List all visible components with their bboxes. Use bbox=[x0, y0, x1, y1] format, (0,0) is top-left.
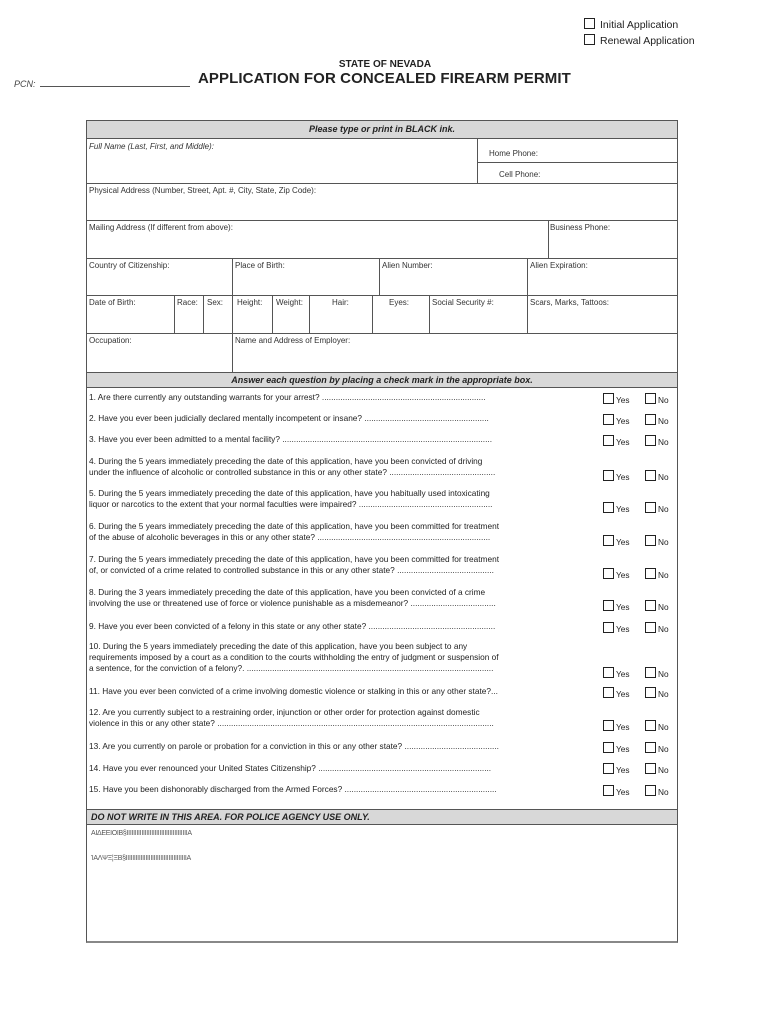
country-field[interactable] bbox=[89, 261, 169, 270]
no-option[interactable] bbox=[645, 416, 669, 426]
weight-label: Weight: bbox=[276, 298, 303, 307]
question-answer bbox=[603, 600, 669, 612]
yes-option[interactable] bbox=[603, 667, 645, 679]
question-text bbox=[89, 392, 579, 403]
no-label: No bbox=[658, 744, 669, 754]
yes-checkbox[interactable] bbox=[603, 720, 614, 731]
no-option[interactable] bbox=[645, 437, 669, 447]
mailing-address-field[interactable] bbox=[89, 223, 233, 232]
question-answer bbox=[603, 470, 669, 482]
business-phone-label: Business Phone: bbox=[550, 223, 611, 232]
yes-option[interactable] bbox=[603, 742, 645, 754]
yes-label: Yes bbox=[616, 624, 630, 634]
no-option[interactable] bbox=[645, 472, 669, 482]
initial-application-checkbox[interactable] bbox=[584, 18, 595, 29]
no-option[interactable] bbox=[645, 537, 669, 547]
yes-checkbox[interactable] bbox=[603, 568, 614, 579]
yes-checkbox[interactable] bbox=[603, 470, 614, 481]
dob-field[interactable] bbox=[89, 298, 136, 307]
alien-number-field[interactable] bbox=[382, 261, 433, 270]
race-field[interactable] bbox=[177, 298, 198, 307]
no-checkbox[interactable] bbox=[645, 600, 656, 611]
question-line: 11. Have you ever been convicted of a crime involving domestic violence or stalking in this or any other state?... bbox=[89, 686, 498, 696]
full-name-field[interactable] bbox=[89, 142, 214, 151]
home-phone-field[interactable] bbox=[489, 149, 538, 158]
question-line: 9. Have you ever been convicted of a felony in this state or any other state? ....................................................... bbox=[89, 621, 496, 631]
full-name-label: Full Name (Last, First, and Middle): bbox=[89, 142, 214, 151]
question-line: 12. Are you currently subject to a restraining order, injunction or other order for protection against domestic bbox=[89, 707, 480, 717]
question-answer bbox=[603, 763, 669, 775]
question-line: 10. During the 5 years immediately preceding the date of this application, have you been subject to any bbox=[89, 641, 468, 651]
question-answer bbox=[603, 667, 669, 679]
height-label: Height: bbox=[237, 298, 263, 307]
question-text bbox=[89, 456, 579, 478]
pcn-label: PCN: bbox=[14, 79, 36, 89]
mailing-address-label: Mailing Address (If different from above): bbox=[89, 223, 233, 232]
hair-field[interactable] bbox=[332, 298, 349, 307]
pcn-field[interactable] bbox=[14, 78, 190, 89]
race-label: Race: bbox=[177, 298, 198, 307]
yes-label: Yes bbox=[616, 472, 630, 482]
no-label: No bbox=[658, 689, 669, 699]
no-checkbox[interactable] bbox=[645, 785, 656, 796]
question-line: violence in this or any other state? ........................................................................................................................ bbox=[89, 718, 494, 728]
yes-option[interactable] bbox=[603, 763, 645, 775]
question-text bbox=[89, 784, 579, 795]
no-checkbox[interactable] bbox=[645, 535, 656, 546]
yes-option[interactable] bbox=[603, 393, 645, 405]
yes-label: Yes bbox=[616, 504, 630, 514]
no-option[interactable] bbox=[645, 765, 669, 775]
no-label: No bbox=[658, 624, 669, 634]
question-text bbox=[89, 641, 579, 674]
no-option[interactable] bbox=[645, 744, 669, 754]
yes-label: Yes bbox=[616, 787, 630, 797]
instructions-header: Please type or print in BLACK ink. bbox=[87, 121, 677, 138]
no-label: No bbox=[658, 602, 669, 612]
no-checkbox[interactable] bbox=[645, 687, 656, 698]
yes-option[interactable] bbox=[603, 470, 645, 482]
no-label: No bbox=[658, 472, 669, 482]
question-text bbox=[89, 587, 579, 609]
question-line: 8. During the 3 years immediately preceding the date of this application, have you been convicted of a crime bbox=[89, 587, 486, 597]
no-option[interactable] bbox=[645, 624, 669, 634]
police-use-line: ΑΙΔΕΕΙΟΙΒ§ΙΙΙΙΙΙΙΙΙΙΙΙΙΙΙΙΙΙΙΙΙΙΙΙΙΙΙΙΙΙΙΙΙΙΙΙΙΑ bbox=[91, 830, 192, 837]
question-line: a sentence, for the conviction of a felony?. ........................................................................................................... bbox=[89, 663, 494, 673]
ssn-label: Social Security #: bbox=[432, 298, 494, 307]
physical-address-label: Physical Address (Number, Street, Apt. #, City, State, Zip Code): bbox=[89, 186, 317, 195]
initial-application-option[interactable] bbox=[584, 18, 678, 31]
question-line: 14. Have you ever renounced your United States Citizenship? ........................................................................... bbox=[89, 763, 492, 773]
no-option[interactable] bbox=[645, 787, 669, 797]
question-line: of the abuse of alcoholic beverages in this or any other state? ........................................................................... bbox=[89, 532, 491, 542]
yes-checkbox[interactable] bbox=[603, 785, 614, 796]
no-label: No bbox=[658, 537, 669, 547]
yes-checkbox[interactable] bbox=[603, 763, 614, 774]
business-phone-field[interactable] bbox=[550, 223, 610, 232]
no-label: No bbox=[658, 395, 669, 405]
yes-label: Yes bbox=[616, 570, 630, 580]
no-checkbox[interactable] bbox=[645, 568, 656, 579]
height-field[interactable] bbox=[237, 298, 262, 307]
no-label: No bbox=[658, 722, 669, 732]
yes-option[interactable] bbox=[603, 535, 645, 547]
question-line: 1. Are there currently any outstanding warrants for your arrest? ....................................................................... bbox=[89, 392, 486, 402]
yes-checkbox[interactable] bbox=[603, 414, 614, 425]
no-checkbox[interactable] bbox=[645, 763, 656, 774]
question-answer bbox=[603, 785, 669, 797]
no-label: No bbox=[658, 787, 669, 797]
place-of-birth-field[interactable] bbox=[235, 261, 285, 270]
question-line: 5. During the 5 years immediately preceding the date of this application, have you habitually used intoxicating bbox=[89, 488, 490, 498]
yes-checkbox[interactable] bbox=[603, 742, 614, 753]
question-line: involving the use or threatened use of force or violence punishable as a misdemeanor? ..................................... bbox=[89, 598, 496, 608]
no-label: No bbox=[658, 504, 669, 514]
no-option[interactable] bbox=[645, 395, 669, 405]
question-text bbox=[89, 621, 579, 632]
occupation-field[interactable] bbox=[89, 336, 132, 345]
no-label: No bbox=[658, 570, 669, 580]
dob-label: Date of Birth: bbox=[89, 298, 136, 307]
question-answer bbox=[603, 687, 669, 699]
yes-option[interactable] bbox=[603, 435, 645, 447]
question-line: 4. During the 5 years immediately preceding the date of this application, have you been convicted of driving bbox=[89, 456, 483, 466]
renewal-application-option[interactable] bbox=[584, 34, 695, 47]
question-answer bbox=[603, 720, 669, 732]
hair-label: Hair: bbox=[332, 298, 349, 307]
ssn-field[interactable] bbox=[432, 298, 494, 307]
question-text bbox=[89, 763, 579, 774]
yes-checkbox[interactable] bbox=[603, 622, 614, 633]
question-line: 3. Have you ever been admitted to a mental facility? ........................................................................................... bbox=[89, 434, 493, 444]
home-phone-label: Home Phone: bbox=[489, 149, 538, 158]
question-line: liquor or narcotics to the extent that your normal faculties were impaired? .......................................................... bbox=[89, 499, 493, 509]
question-answer bbox=[603, 502, 669, 514]
no-checkbox[interactable] bbox=[645, 720, 656, 731]
police-use-header: DO NOT WRITE IN THIS AREA. FOR POLICE AGENCY USE ONLY. bbox=[87, 810, 677, 824]
state-heading: STATE OF NEVADA bbox=[338, 59, 432, 70]
question-text bbox=[89, 741, 579, 752]
occupation-label: Occupation: bbox=[89, 336, 132, 345]
eyes-label: Eyes: bbox=[389, 298, 410, 307]
no-checkbox[interactable] bbox=[645, 470, 656, 481]
question-answer bbox=[603, 414, 669, 426]
yes-checkbox[interactable] bbox=[603, 502, 614, 513]
yes-checkbox[interactable] bbox=[603, 600, 614, 611]
question-answer bbox=[603, 435, 669, 447]
no-option[interactable] bbox=[645, 669, 669, 679]
no-label: No bbox=[658, 416, 669, 426]
no-option[interactable] bbox=[645, 722, 669, 732]
question-text bbox=[89, 488, 579, 510]
sex-field[interactable] bbox=[207, 298, 223, 307]
question-answer bbox=[603, 742, 669, 754]
physical-address-field[interactable] bbox=[89, 186, 316, 195]
employer-field[interactable] bbox=[235, 336, 350, 345]
no-checkbox[interactable] bbox=[645, 414, 656, 425]
yes-option[interactable] bbox=[603, 622, 645, 634]
cell-phone-field[interactable] bbox=[499, 170, 540, 179]
question-text bbox=[89, 554, 579, 576]
question-line: under the influence of alcoholic or controlled substance in this or any other state? .............................................. bbox=[89, 467, 496, 477]
yes-checkbox[interactable] bbox=[603, 535, 614, 546]
no-option[interactable] bbox=[645, 689, 669, 699]
question-line: 6. During the 5 years immediately preceding the date of this application, have you been committed for treatment bbox=[89, 521, 499, 531]
question-answer bbox=[603, 622, 669, 634]
questions-header: Answer each question by placing a check mark in the appropriate box. bbox=[87, 373, 677, 387]
question-answer bbox=[603, 393, 669, 405]
question-text bbox=[89, 707, 579, 729]
yes-checkbox[interactable] bbox=[603, 435, 614, 446]
question-text bbox=[89, 686, 579, 697]
yes-label: Yes bbox=[616, 416, 630, 426]
yes-checkbox[interactable] bbox=[603, 687, 614, 698]
alien-number-label: Alien Number: bbox=[382, 261, 433, 270]
yes-label: Yes bbox=[616, 689, 630, 699]
yes-label: Yes bbox=[616, 765, 630, 775]
question-line: 2. Have you ever been judicially declared mentally incompetent or insane? ...................................................... bbox=[89, 413, 489, 423]
scars-label: Scars, Marks, Tattoos: bbox=[530, 298, 609, 307]
application-form bbox=[86, 120, 678, 943]
yes-option[interactable] bbox=[603, 502, 645, 514]
question-line: requirements imposed by a court as a condition to the courts withholding the entry of judgment or suspension of bbox=[89, 652, 499, 662]
yes-label: Yes bbox=[616, 669, 630, 679]
initial-application-label: Initial Application bbox=[600, 19, 679, 31]
no-option[interactable] bbox=[645, 504, 669, 514]
weight-field[interactable] bbox=[276, 298, 303, 307]
sex-label: Sex: bbox=[207, 298, 224, 307]
yes-option[interactable] bbox=[603, 600, 645, 612]
yes-label: Yes bbox=[616, 437, 630, 447]
no-label: No bbox=[658, 669, 669, 679]
no-checkbox[interactable] bbox=[645, 622, 656, 633]
no-label: No bbox=[658, 765, 669, 775]
question-line: 13. Are you currently on parole or probation for a conviction in this or any other state? ......................................... bbox=[89, 741, 499, 751]
no-checkbox[interactable] bbox=[645, 435, 656, 446]
no-checkbox[interactable] bbox=[645, 667, 656, 678]
page-title: APPLICATION FOR CONCEALED FIREARM PERMIT bbox=[198, 70, 571, 87]
cell-phone-label: Cell Phone: bbox=[499, 170, 541, 179]
question-answer bbox=[603, 568, 669, 580]
yes-label: Yes bbox=[616, 722, 630, 732]
yes-label: Yes bbox=[616, 744, 630, 754]
question-line: 15. Have you been dishonorably discharged from the Armed Forces? .................................................................. bbox=[89, 784, 497, 794]
pcn-line[interactable] bbox=[40, 78, 190, 87]
alien-expiration-field[interactable] bbox=[530, 261, 588, 270]
yes-label: Yes bbox=[616, 602, 630, 612]
renewal-application-label: Renewal Application bbox=[600, 35, 695, 47]
no-option[interactable] bbox=[645, 602, 669, 612]
no-checkbox[interactable] bbox=[645, 742, 656, 753]
question-text bbox=[89, 521, 579, 543]
question-text bbox=[89, 413, 579, 424]
yes-checkbox[interactable] bbox=[603, 667, 614, 678]
country-label: Country of Citizenship: bbox=[89, 261, 170, 270]
yes-option[interactable] bbox=[603, 568, 645, 580]
no-checkbox[interactable] bbox=[645, 393, 656, 404]
yes-option[interactable] bbox=[603, 720, 645, 732]
alien-expiration-label: Alien Expiration: bbox=[530, 261, 588, 270]
yes-label: Yes bbox=[616, 395, 630, 405]
question-line: 7. During the 5 years immediately preceding the date of this application, have you been committed for treatment bbox=[89, 554, 499, 564]
renewal-application-checkbox[interactable] bbox=[584, 34, 595, 45]
yes-option[interactable] bbox=[603, 785, 645, 797]
yes-option[interactable] bbox=[603, 687, 645, 699]
question-line: of, or convicted of a crime related to controlled substance in this or any other state? .......................................... bbox=[89, 565, 494, 575]
scars-field[interactable] bbox=[530, 298, 609, 307]
police-use-line: ΊΑΛΨΞ¦ΞΒ§ΙΙΙΙΙΙΙΙΙΙΙΙΙΙΙΙΙΙΙΙΙΙΙΙΙΙΙΙΙΙΙΙΙΙΙΙΙΑ bbox=[91, 855, 191, 862]
employer-label: Name and Address of Employer: bbox=[235, 336, 351, 345]
question-answer bbox=[603, 535, 669, 547]
yes-label: Yes bbox=[616, 537, 630, 547]
place-of-birth-label: Place of Birth: bbox=[235, 261, 285, 270]
no-label: No bbox=[658, 437, 669, 447]
eyes-field[interactable] bbox=[389, 298, 409, 307]
yes-option[interactable] bbox=[603, 414, 645, 426]
question-text bbox=[89, 434, 579, 445]
no-checkbox[interactable] bbox=[645, 502, 656, 513]
yes-checkbox[interactable] bbox=[603, 393, 614, 404]
no-option[interactable] bbox=[645, 570, 669, 580]
